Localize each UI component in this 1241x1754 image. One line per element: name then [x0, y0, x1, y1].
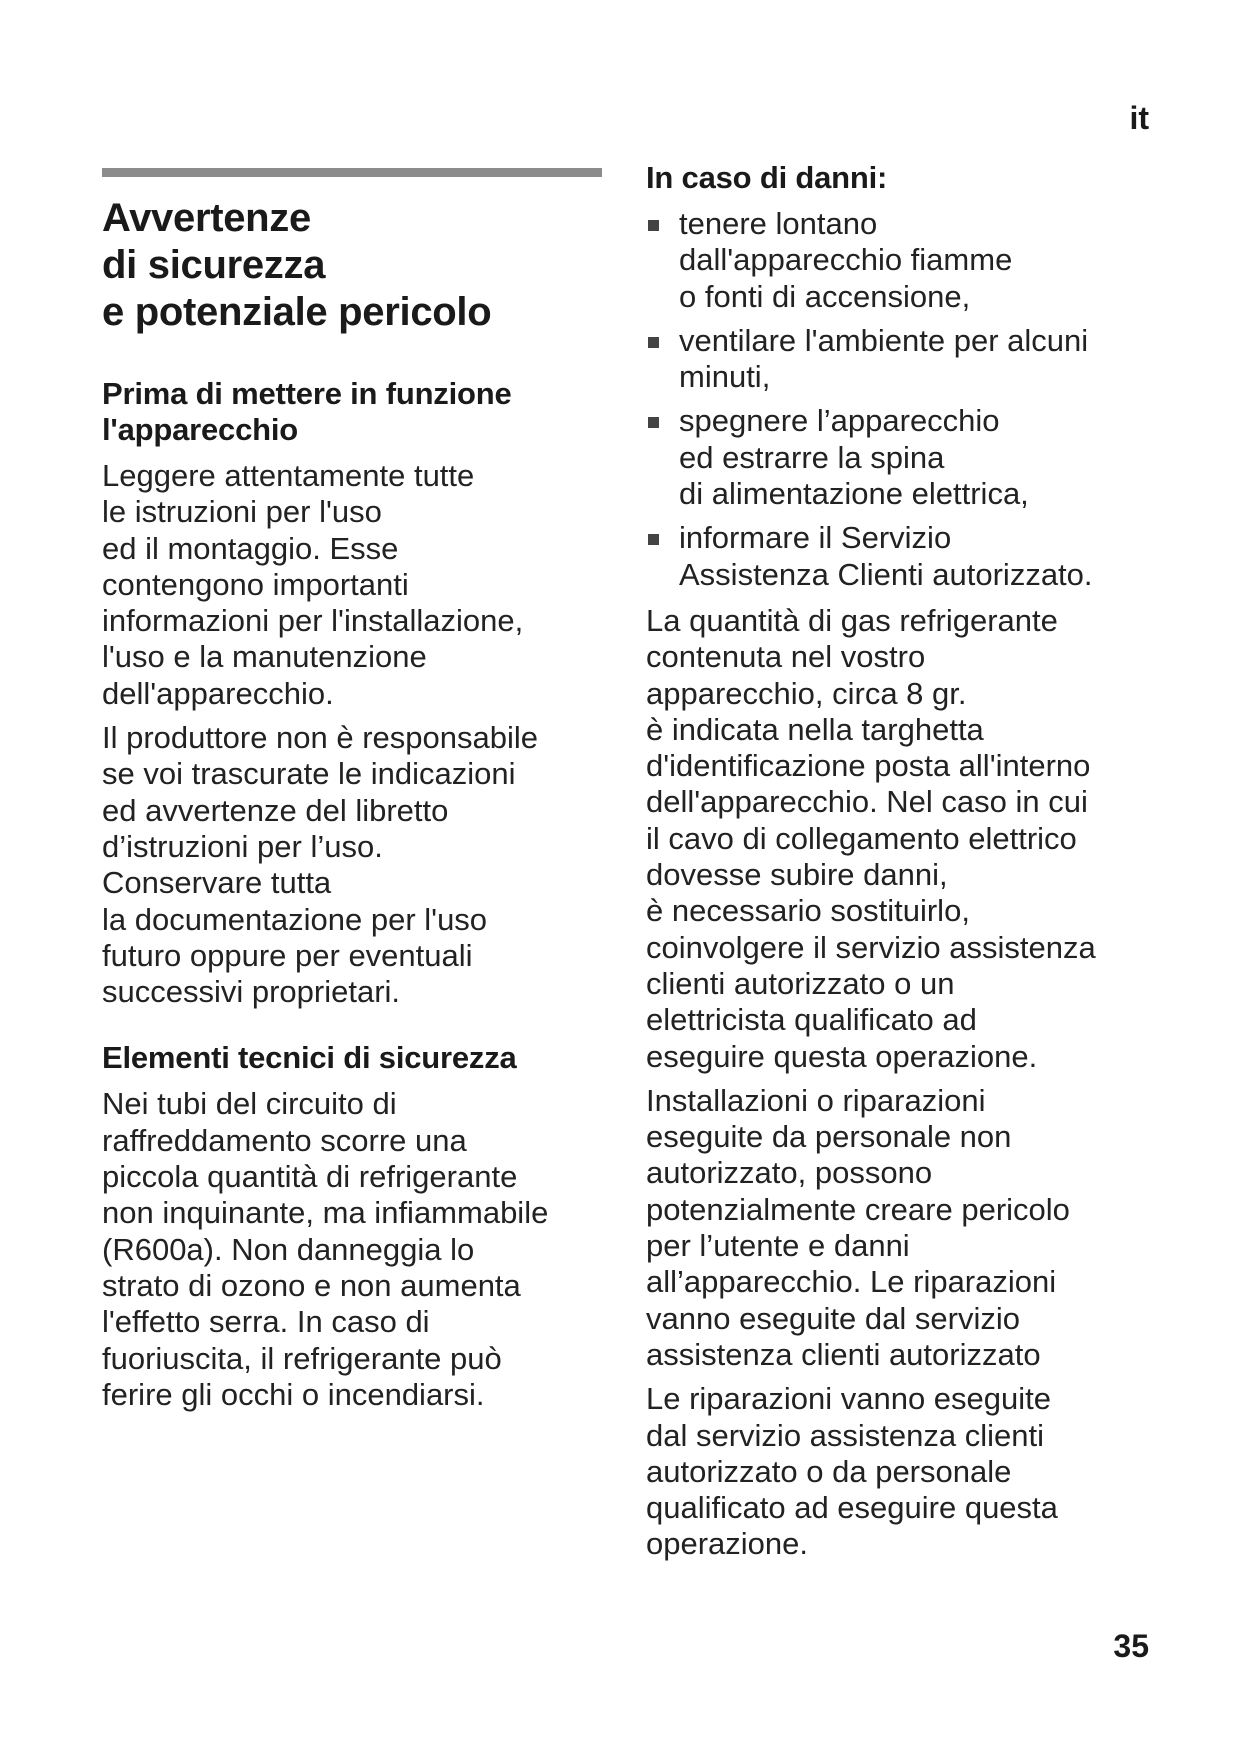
left-column	[102, 168, 602, 1421]
paragraph-manufacturer-liability: Il produttore non è responsabile se voi trascurate le indicazioni ed avvertenze del libretto d’istruzioni per l’uso. Conservare tutta la documentazione per l'uso futuro oppure per eventuali successivi proprietari.	[102, 720, 539, 1010]
language-code: it	[1129, 100, 1149, 136]
paragraph-read-instructions: Leggere attentamente tutte le istruzioni per l'uso ed il montaggio. Esse contengono importanti informazioni per l'installazione, l'uso e la manutenzione dell'apparecchio.	[102, 458, 524, 711]
page-title	[102, 195, 602, 336]
section-rule	[102, 168, 602, 177]
paragraph-refrigerant: Nei tubi del circuito di raffreddamento scorre una piccola quantità di refrigerante non inquinante, ma infiammabile (R600a). Non danneggia lo strato di ozono e non aumenta l'effetto serra. In caso di fuoriuscita, il refrigerante può ferire gli occhi o incendiarsi.	[102, 1086, 549, 1412]
square-bullet-icon	[648, 337, 659, 348]
title-line: Avvertenze	[102, 196, 311, 240]
section-heading-before-use: Prima di mettere in funzione l'apparecchio	[102, 376, 512, 447]
paragraph-unauthorized-repairs: Installazioni o riparazioni eseguite da personale non autorizzato, possono potenzialmente creare pericolo per l’utente e danni all’apparecchio. Le riparazioni vanno eseguite dal servizio assistenza clienti autorizzato	[646, 1082, 1070, 1372]
title-line: e potenziale pericolo	[102, 290, 492, 334]
paragraph-qualified-repairs: Le riparazioni vanno eseguite dal servizio assistenza clienti autorizzato o da personale qualificato ad eseguire questa operazione.	[646, 1381, 1058, 1562]
title-line: di sicurezza	[102, 243, 326, 287]
section-heading-damage: In caso di danni:	[646, 160, 888, 195]
list-item: ventilare l'ambiente per alcuni minuti,	[646, 323, 1146, 396]
list-item: spegnere l’apparecchio ed estrarre la spina di alimentazione elettrica,	[646, 403, 1146, 512]
section-heading-safety-elements: Elementi tecnici di sicurezza	[102, 1040, 517, 1076]
square-bullet-icon	[648, 417, 659, 428]
damage-bullet-list	[646, 206, 1146, 593]
page-number: 35	[1113, 1628, 1149, 1664]
square-bullet-icon	[648, 534, 659, 545]
list-item: tenere lontano dall'apparecchio fiamme o fonti di accensione,	[646, 206, 1146, 315]
right-column	[646, 160, 1146, 1571]
square-bullet-icon	[648, 220, 659, 231]
list-item: informare il Servizio Assistenza Clienti autorizzato.	[646, 520, 1146, 593]
paragraph-gas-quantity: La quantità di gas refrigerante contenuta nel vostro apparecchio, circa 8 gr. è indicata nella targhetta d'identificazione posta all'interno dell'apparecchio. Nel caso in cui il cavo di collegamento elettrico dovesse subire danni, è necessario sostituirlo, coinvolgere il servizio assistenza clienti autorizzato o un elettricista qualificato ad eseguire questa operazione.	[646, 602, 1096, 1074]
